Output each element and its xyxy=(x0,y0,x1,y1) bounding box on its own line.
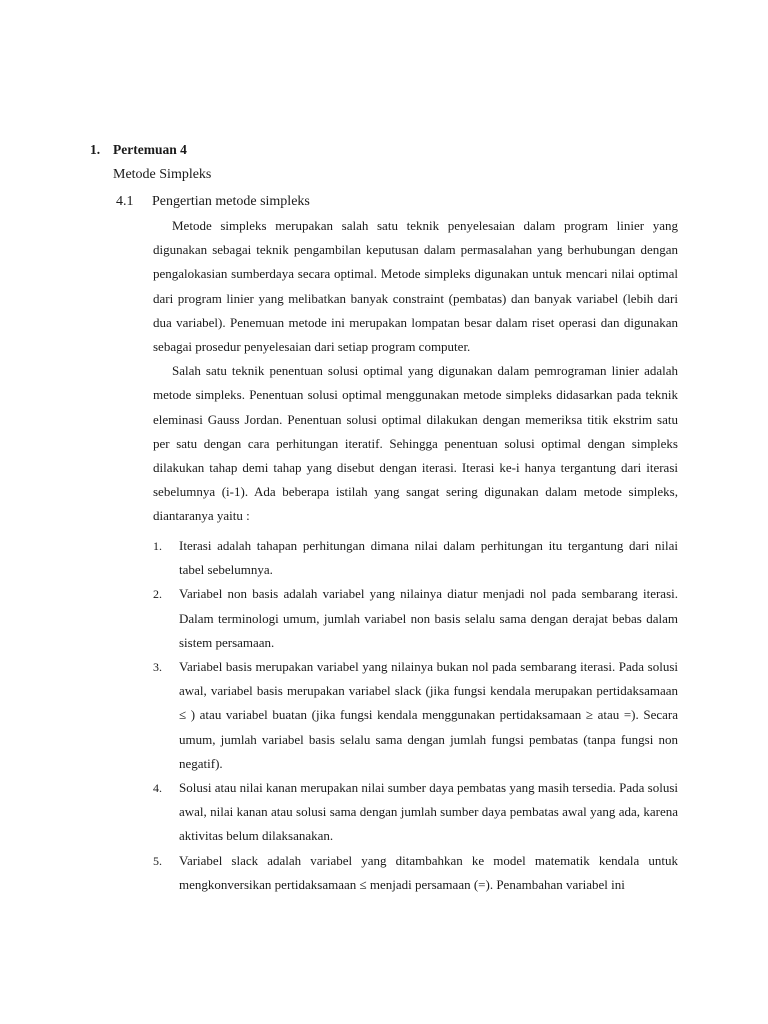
list-item-number: 2. xyxy=(153,587,162,602)
list-item-text: Solusi atau nilai kanan merupakan nilai sumber daya pembatas yang masih tersedia. Pada solusi awal, nilai kanan atau solusi sama dengan jumlah sumber daya pembatas awal yang ada, karena aktivitas belum dilaksanakan. xyxy=(179,780,678,844)
section-title: Pengertian metode simpleks xyxy=(152,194,310,209)
list-item-text: Variabel basis merupakan variabel yang nilainya bukan nol pada sembarang iterasi. Pada solusi awal, variabel basis merupakan variabel slack (jika fungsi kendala merupakan pertidaksamaan ≤ ) atau variabel buatan (jika fungsi kendala menggunakan pertidaksamaan ≥ atau =). Secara umum, jumlah variabel basis selalu sama dengan jumlah fungsi pembatas (tanpa fungsi non negatif). xyxy=(179,659,678,771)
section-heading xyxy=(116,193,310,211)
list-item-number: 4. xyxy=(153,781,162,796)
list-item xyxy=(153,849,678,897)
list-item-text: Iterasi adalah tahapan perhitungan dimana nilai dalam perhitungan itu tergantung dari nilai tabel sebelumnya. xyxy=(179,538,678,578)
list-item xyxy=(153,534,678,582)
chapter-subtitle: Metode Simpleks xyxy=(113,167,212,182)
list-item-number: 3. xyxy=(153,660,162,675)
paragraph: Salah satu teknik penentuan solusi optimal yang digunakan dalam pemrograman linier adalah metode simpleks. Penentuan solusi optimal menggunakan metode simpleks didasarkan pada teknik eleminasi Gauss Jordan. Penentuan solusi optimal dilakukan dengan memeriksa titik ekstrim satu per satu dengan cara perhitungan iteratif. Sehingga penentuan solusi optimal dengan simpleks dilakukan tahap demi tahap yang disebut dengan iterasi. Iterasi ke-i hanya tergantung dari iterasi sebelumnya (i-1). Ada beberapa istilah yang sangat sering digunakan dalam metode simpleks, diantaranya yaitu : xyxy=(153,363,678,524)
chapter-title: Pertemuan 4 xyxy=(113,142,187,157)
paragraph: Metode simpleks merupakan salah satu teknik penyelesaian dalam program linier yang digunakan sebagai teknik pengambilan keputusan dalam permasalahan yang berhubungan dengan pengalokasian sumberdaya secara optimal. Metode simpleks digunakan untuk mencari nilai optimal dari program linier yang melibatkan banyak constraint (pembatas) dan banyak variabel (lebih dari dua variabel). Penemuan metode ini merupakan lompatan besar dalam riset operasi dan digunakan sebagai prosedur penyelesaian dari setiap program computer. xyxy=(153,218,678,355)
list-item-text: Variabel non basis adalah variabel yang nilainya diatur menjadi nol pada sembarang iterasi. Dalam terminologi umum, jumlah variabel non basis selalu sama dengan derajat bebas dalam sistem persamaan. xyxy=(179,586,678,650)
list-item-number: 1. xyxy=(153,539,162,553)
list-item xyxy=(153,776,678,849)
term-list xyxy=(153,534,678,897)
body-text xyxy=(153,214,678,529)
section-number: 4.1 xyxy=(116,194,134,209)
list-item-number: 5. xyxy=(153,853,162,868)
list-item xyxy=(153,655,678,776)
list-item-text: Variabel slack adalah variabel yang ditambahkan ke model matematik kendala untuk mengkonversikan pertidaksamaan ≤ menjadi persamaan (=). Penambahan variabel ini xyxy=(179,852,678,892)
chapter-heading xyxy=(90,141,187,159)
list-item xyxy=(153,582,678,655)
chapter-number: 1. xyxy=(90,142,101,157)
